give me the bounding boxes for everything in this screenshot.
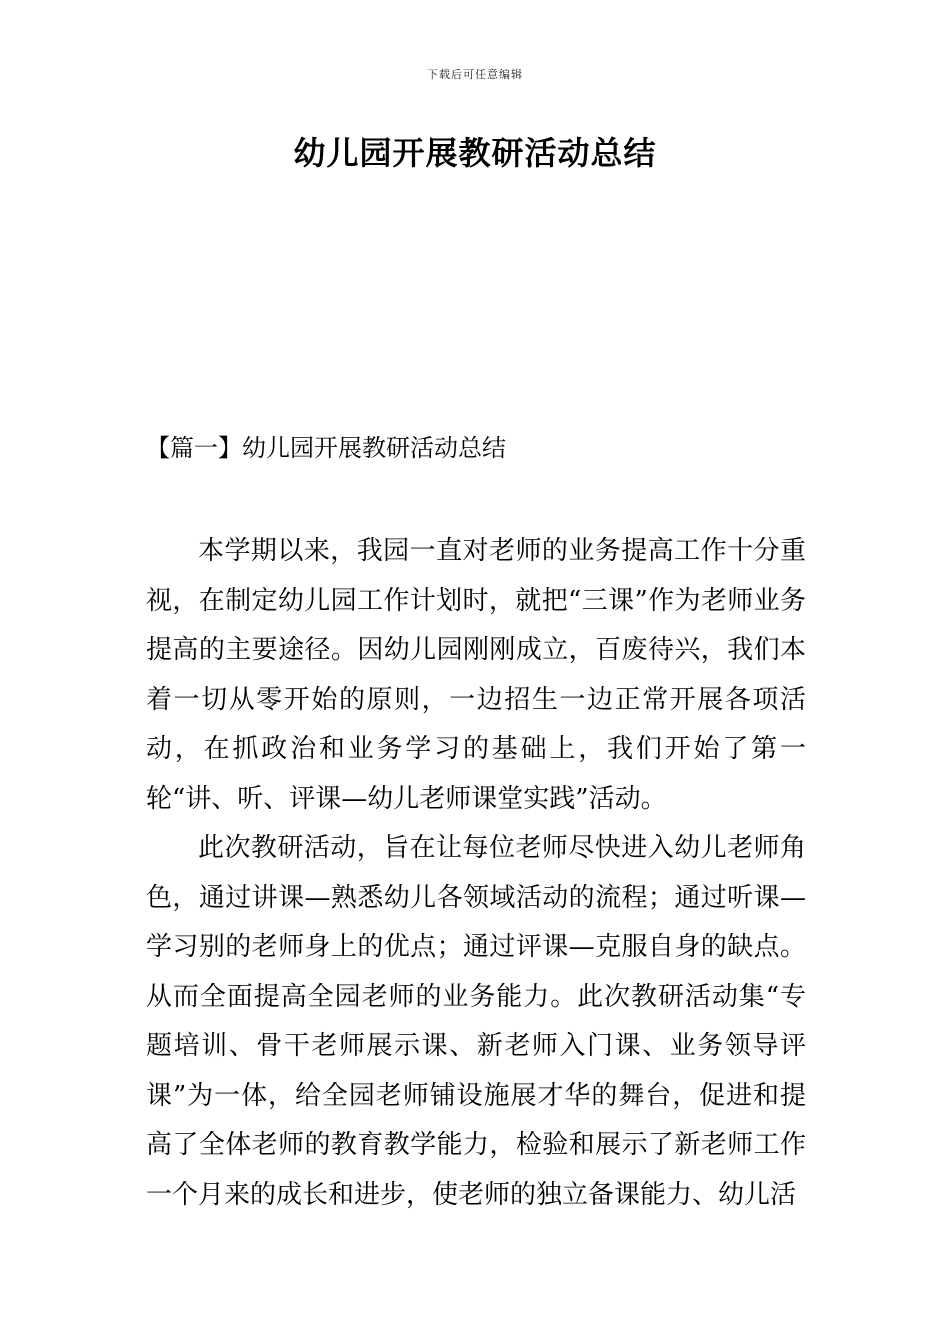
paragraph-2: 此次教研活动，旨在让每位老师尽快进入幼儿老师角色，通过讲课—熟悉幼儿各领域活动的流程；通过听课—学习别的老师身上的优点；通过评课—克服自身的缺点。从而全面提高全园老师的业务能力。此次教研活动集“专题培训、骨干老师展示课、新老师入门课、业务领导评课”为一体，给全园老师铺设施展才华的舞台，促进和提高了全体老师的教育教学能力，检验和展示了新老师工作一个月来的成长和进步，使老师的独立备课能力、幼儿活 (146, 833, 806, 1210)
section-heading: 【篇一】幼儿园开展教研活动总结 (146, 434, 506, 462)
header-note: 下载后可任意编辑 (427, 68, 523, 81)
document-title: 幼儿园开展教研活动总结 (293, 134, 657, 172)
document-body (146, 527, 806, 1220)
paragraph-1: 本学期以来，我园一直对老师的业务提高工作十分重视，在制定幼儿园工作计划时，就把“三课”作为老师业务提高的主要途径。因幼儿园刚刚成立，百废待兴，我们本着一切从零开始的原则，一边招生一边正常开展各项活动，在抓政治和业务学习的基础上，我们开始了第一轮“讲、听、评课—幼儿老师课堂实践”活动。 (146, 536, 806, 814)
